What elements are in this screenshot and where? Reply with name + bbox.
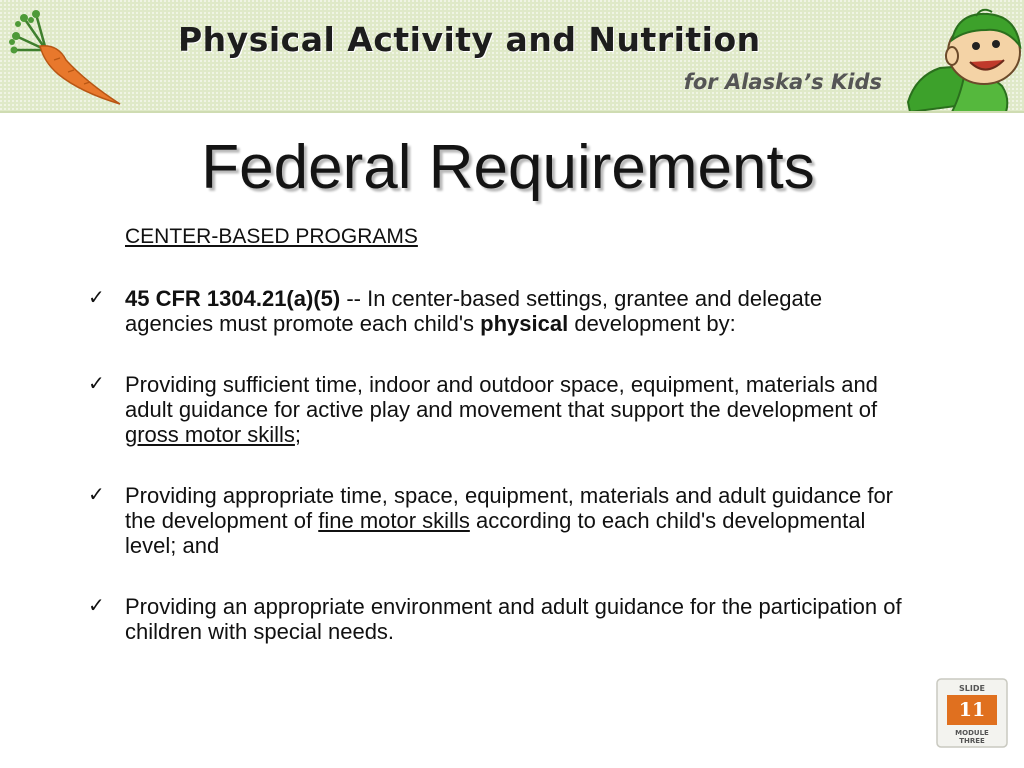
slide-number-badge — [936, 678, 1008, 748]
checkmark-icon: ✓ — [88, 593, 105, 617]
bullet-text: Providing an appropriate environment and adult guidance for the participation of children with special needs. — [125, 594, 902, 644]
bullet-emphasis: physical — [480, 311, 569, 336]
banner-title: Physical Activity and Nutrition — [178, 20, 761, 59]
carrot-icon — [6, 8, 126, 108]
badge-module-label: MODULE — [955, 729, 989, 737]
bullet-text: ; — [294, 422, 302, 447]
badge-slide-number: 11 — [958, 699, 986, 721]
bullet-text: -- In center-based settings, grantee and delegate agencies must promote each child's — [125, 286, 823, 336]
gross-motor-skills-link[interactable]: gross motor skills — [125, 422, 295, 447]
section-heading: CENTER-BASED PROGRAMS — [125, 225, 418, 248]
checkmark-icon: ✓ — [88, 371, 105, 395]
requirement-list — [88, 286, 908, 644]
fine-motor-skills-link[interactable]: fine motor skills — [318, 508, 470, 533]
checkmark-icon: ✓ — [88, 285, 105, 309]
bullet-text: development by: — [568, 311, 736, 336]
badge-slide-label: SLIDE — [959, 684, 985, 693]
bullet-text: according to each child's developmental level; and — [125, 508, 866, 558]
list-item — [88, 286, 908, 336]
badge-module-number: THREE — [959, 737, 985, 745]
slide-title: Federal Requirements — [201, 133, 815, 202]
header-banner — [0, 0, 1024, 112]
checkmark-icon: ✓ — [88, 482, 105, 506]
list-item — [88, 372, 908, 447]
list-item — [88, 594, 908, 644]
banner-subtitle: for Alaska’s Kids — [683, 70, 882, 94]
cfr-citation: 45 CFR 1304.21(a)(5) — [125, 286, 341, 311]
bullet-text: Providing appropriate time, space, equipment, materials and adult guidance for the development of — [125, 483, 894, 533]
banner-divider — [0, 111, 1024, 113]
kid-mascot-icon — [906, 6, 1024, 112]
list-item — [88, 483, 908, 558]
bullet-text: Providing sufficient time, indoor and outdoor space, equipment, materials and adult guidance for active play and movement that support the development of — [125, 372, 878, 422]
